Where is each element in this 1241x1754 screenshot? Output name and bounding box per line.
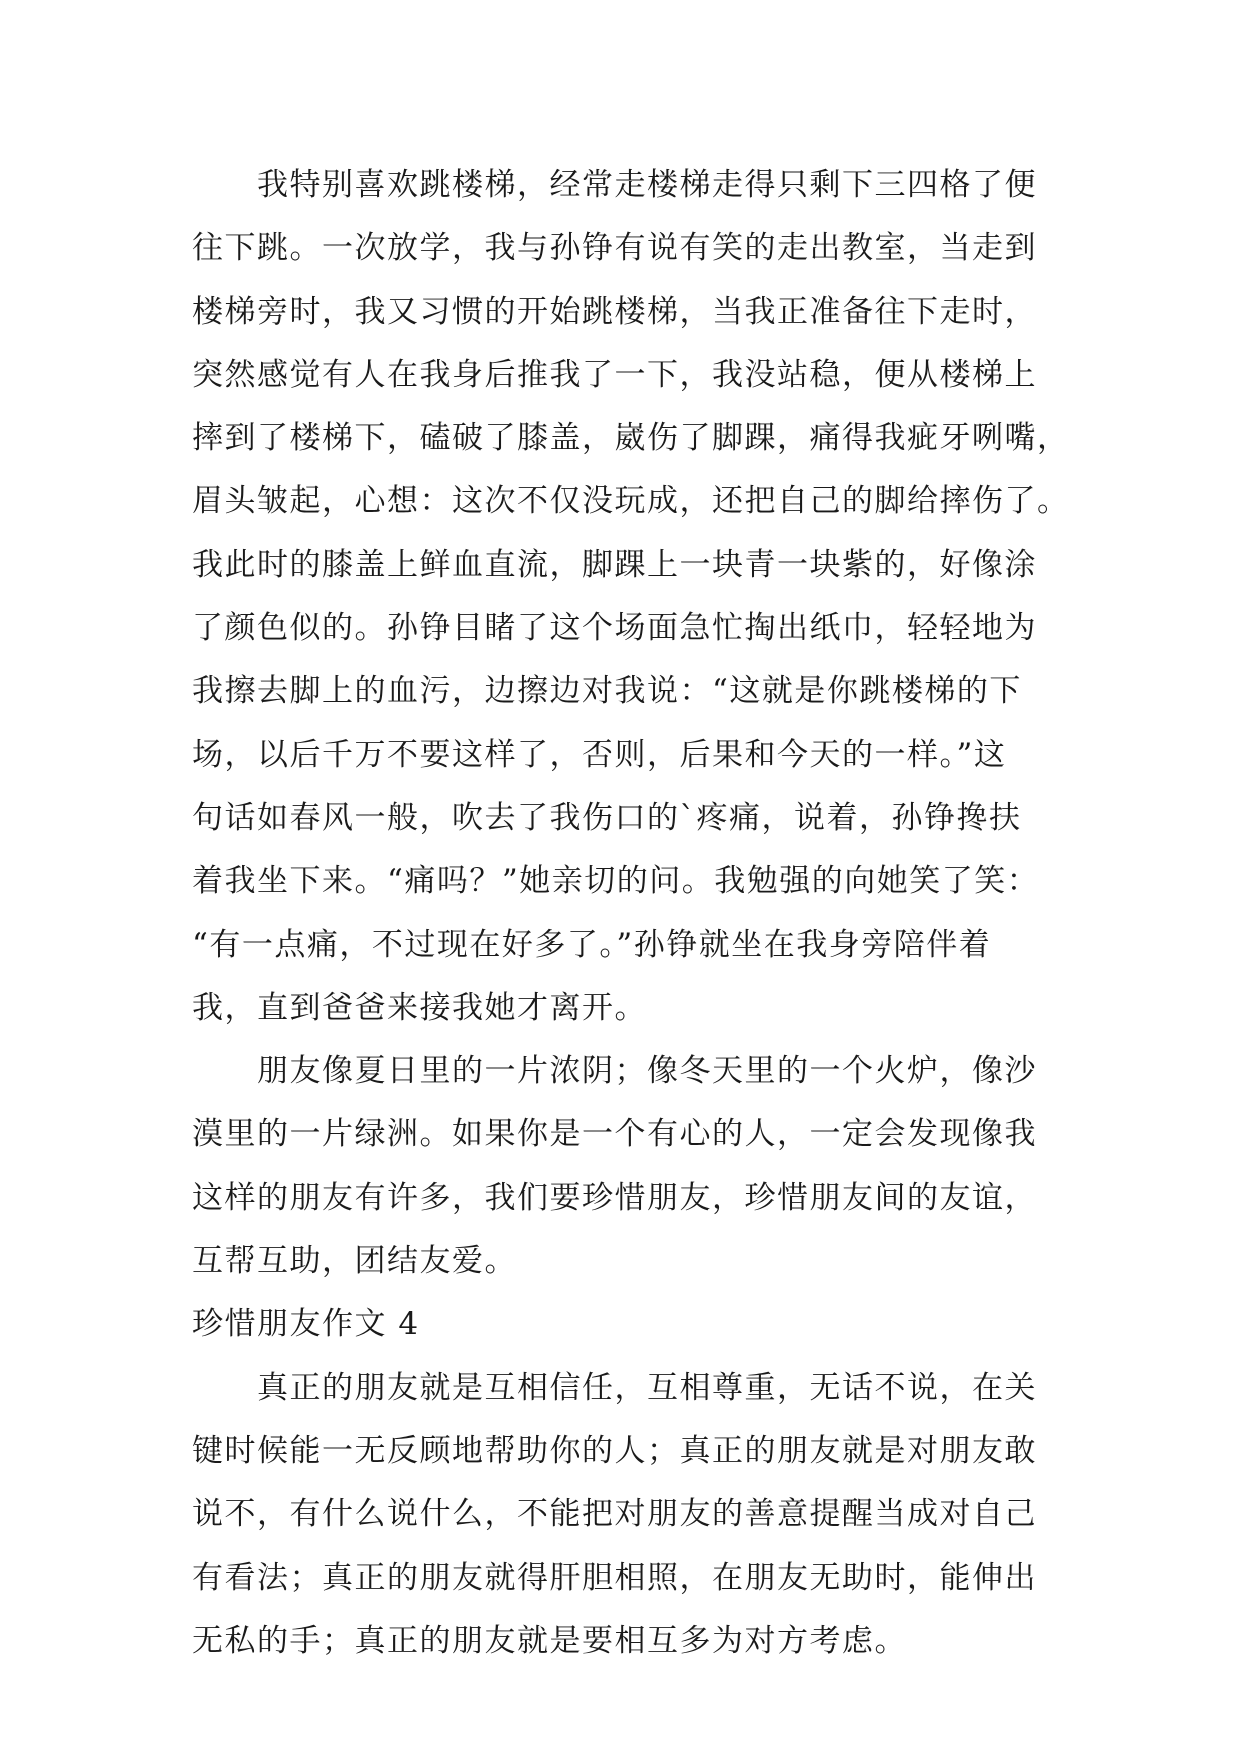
text-line: 朋友像夏日里的一片浓阴；像冬天里的一个火炉，像沙	[257, 1053, 1037, 1090]
section-heading: 珍惜朋友作文 4	[192, 1306, 420, 1343]
text-line: 漠里的一片绿洲。如果你是一个有心的人，一定会发现像我	[192, 1116, 1037, 1153]
text-line: 楼梯旁时，我又习惯的开始跳楼梯，当我正准备往下走时，	[192, 293, 1037, 330]
text-line: 我，直到爸爸来接我她才离开。	[192, 989, 647, 1026]
paragraph	[192, 1357, 1092, 1673]
paragraph	[192, 154, 1092, 1040]
document-body	[192, 154, 1092, 1673]
text-line: 眉头皱起，心想：这次不仅没玩成，还把自己的脚给摔伤了。	[192, 483, 1070, 520]
paragraph	[192, 1040, 1092, 1293]
text-line: 我此时的膝盖上鲜血直流，脚踝上一块青一块紫的，好像涂	[192, 546, 1037, 583]
text-line: 我擦去脚上的血污，边擦边对我说：“这就是你跳楼梯的下	[192, 673, 1022, 710]
text-line: 往下跳。一次放学，我与孙铮有说有笑的走出教室，当走到	[192, 230, 1037, 267]
text-line: 我特别喜欢跳楼梯，经常走楼梯走得只剩下三四格了便	[257, 167, 1037, 203]
text-line: 突然感觉有人在我身后推我了一下，我没站稳，便从楼梯上	[192, 356, 1037, 393]
text-line: “有一点痛，不过现在好多了。”孙铮就坐在我身旁陪伴着	[192, 926, 992, 963]
text-line: 互帮互助，团结友爱。	[192, 1243, 517, 1280]
text-line: 句话如春风一般，吹去了我伤口的`疼痛，说着，孙铮搀扶	[192, 799, 1022, 836]
text-line: 摔到了楼梯下，磕破了膝盖，崴伤了脚踝，痛得我疵牙咧嘴，	[192, 420, 1070, 457]
text-line: 真正的朋友就是互相信任，互相尊重，无话不说，在关	[257, 1369, 1037, 1406]
text-line: 场，以后千万不要这样了，否则，后果和今天的一样。”这	[192, 736, 1007, 773]
text-line: 说不，有什么说什么，不能把对朋友的善意提醒当成对自己	[192, 1496, 1037, 1533]
text-line: 了颜色似的。孙铮目睹了这个场面急忙掏出纸巾，轻轻地为	[192, 610, 1037, 647]
text-line: 键时候能一无反顾地帮助你的人；真正的朋友就是对朋友敢	[192, 1432, 1037, 1469]
text-line: 无私的手；真正的朋友就是要相互多为对方考虑。	[192, 1622, 907, 1659]
text-line: 这样的朋友有许多，我们要珍惜朋友，珍惜朋友间的友谊，	[192, 1179, 1037, 1216]
text-line: 着我坐下来。“痛吗？”她亲切的问。我勉强的向她笑了笑：	[192, 863, 1040, 900]
text-line: 有看法；真正的朋友就得肝胆相照，在朋友无助时，能伸出	[192, 1559, 1037, 1596]
